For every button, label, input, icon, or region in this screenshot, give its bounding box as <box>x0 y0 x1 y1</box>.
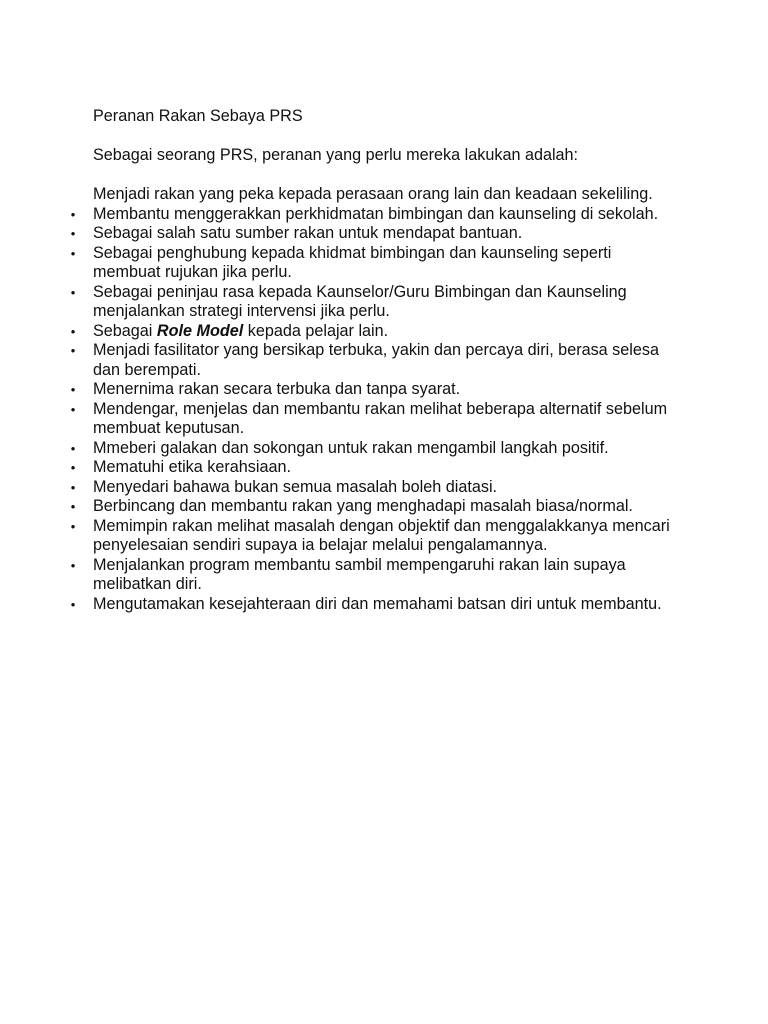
bullet-icon: • <box>70 479 76 495</box>
list-item <box>70 380 683 400</box>
bullet-icon: • <box>70 499 76 514</box>
list-item-text: Menyedari bahawa bukan semua masalah boleh diatasi. <box>93 477 498 496</box>
list-item-text: Memimpin rakan melihat masalah dengan objektif dan menggalakkanya mencari penyelesaian sendiri supaya ia belajar melalui pengalamannya. <box>93 516 670 554</box>
list-item-text: Mematuhi etika kerahsiaan. <box>93 458 291 476</box>
list-item <box>70 497 683 517</box>
lead-paragraph: Menjadi rakan yang peka kepada perasaan orang lain dan keadaan sekeliling. <box>93 185 653 203</box>
list-item-text: Menjadi fasilitator yang bersikap terbuka, yakin dan percaya diri, berasa selesa dan berempati. <box>93 341 659 379</box>
list-item-text: Mengutamakan kesejahteraan diri dan memahami batsan diri untuk membantu. <box>93 594 662 613</box>
list-item <box>70 399 683 439</box>
list-item-text: Sebagai peninjau rasa kepada Kaunselor/Guru Bimbingan dan Kaunseling menjalankan strategi intervensi jika perlu. <box>93 282 627 320</box>
bullet-icon: • <box>70 226 76 241</box>
list-item-text: Sebagai salah satu sumber rakan untuk mendapat bantuan. <box>93 224 523 242</box>
bullet-icon: • <box>70 382 76 397</box>
list-item <box>70 458 683 478</box>
bullet-icon: • <box>70 557 76 573</box>
bullet-icon: • <box>70 284 76 300</box>
bullet-icon: • <box>70 440 76 456</box>
bullet-icon: • <box>70 245 76 261</box>
document-body <box>70 107 683 614</box>
list-item-role-model <box>70 321 683 342</box>
list-item <box>70 477 683 498</box>
list-item-text: Menjalankan program membantu sambil mempengaruhi rakan lain supaya melibatkan diri. <box>93 555 626 593</box>
bullet-icon: • <box>70 206 76 222</box>
list-item-text: Sebagai penghubung kepada khidmat bimbingan dan kaunseling seperti membuat rujukan jika perlu. <box>93 243 612 281</box>
document-title: Peranan Rakan Sebaya PRS <box>93 107 303 125</box>
list-item <box>70 516 683 556</box>
list-item <box>70 594 683 615</box>
intro-paragraph: Sebagai seorang PRS, peranan yang perlu mereka lakukan adalah: <box>93 146 579 164</box>
list-item <box>70 282 683 322</box>
list-item <box>70 204 683 225</box>
list-item-text: Membantu menggerakkan perkhidmatan bimbingan dan kaunseling di sekolah. <box>93 204 659 223</box>
list-item-text: Berbincang dan membantu rakan yang menghadapi masalah biasa/normal. <box>93 497 633 515</box>
list-item-text: Mendengar, menjelas dan membantu rakan melihat beberapa alternatif sebelum membuat keputusan. <box>93 399 668 437</box>
bullet-icon: • <box>70 323 76 339</box>
bullet-icon: • <box>70 596 76 612</box>
bullet-icon: • <box>70 343 76 358</box>
bullet-icon: • <box>70 518 76 534</box>
list-item-text: Mmeberi galakan dan sokongan untuk rakan mengambil langkah positif. <box>93 438 609 457</box>
list-item <box>70 341 683 380</box>
list-item <box>70 243 683 283</box>
list-item <box>70 555 683 595</box>
role-model-emphasis: Role Model <box>156 321 244 340</box>
role-item-after: kepada pelajar lain. <box>243 321 389 340</box>
role-item-before: Sebagai <box>93 321 157 340</box>
list-item <box>70 438 683 459</box>
list-item <box>70 224 683 244</box>
bullet-icon: • <box>70 401 76 417</box>
role-list <box>70 204 683 615</box>
bullet-icon: • <box>70 460 76 475</box>
list-item-text: Menernima rakan secara terbuka dan tanpa syarat. <box>93 380 461 398</box>
